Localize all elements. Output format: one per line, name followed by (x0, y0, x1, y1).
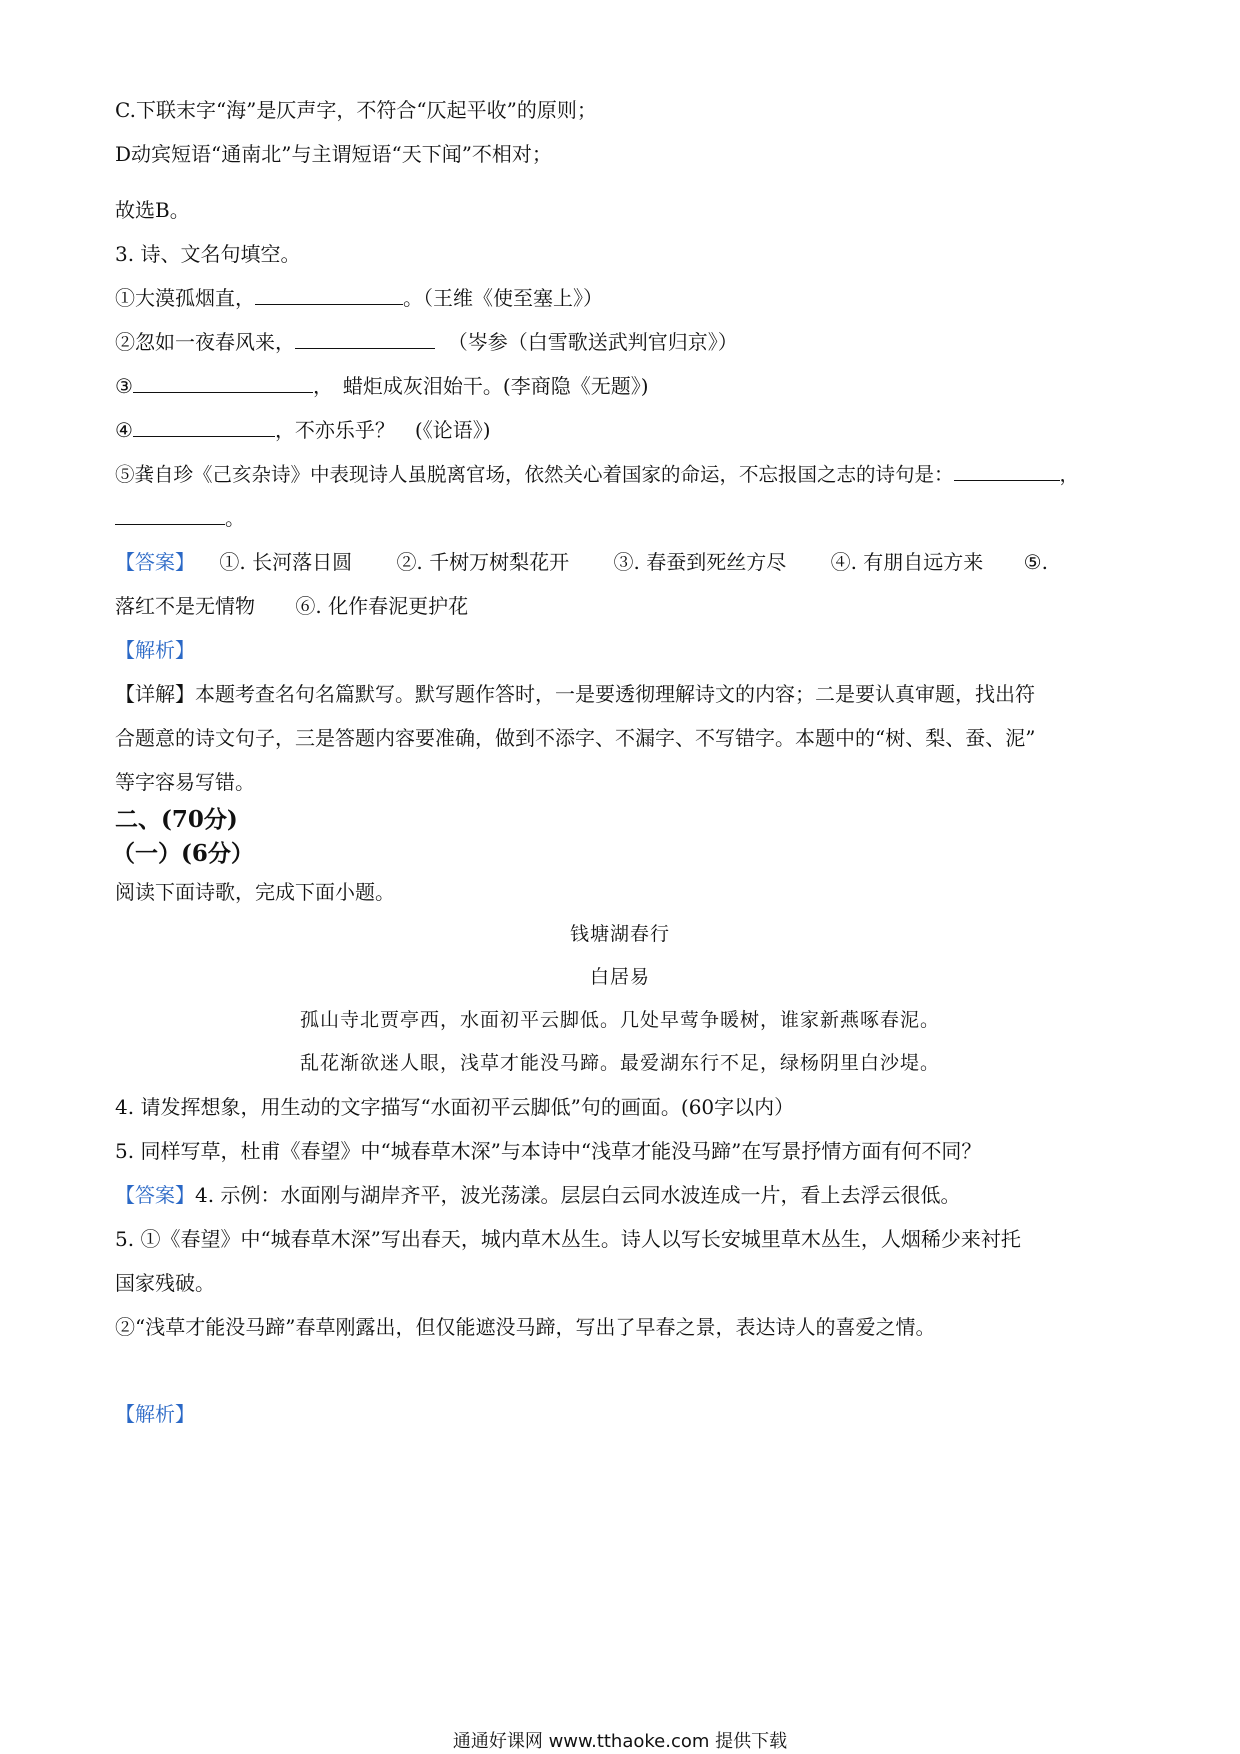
analysis-tag: 【解析】 (115, 638, 195, 662)
section-2-title: 二、(70分) (115, 806, 238, 833)
question-4: 4. 请发挥想象，用生动的文字描写“水面初平云脚低”句的画面。(60字以内） (115, 1095, 795, 1119)
answer-item: ④. 有朋自远方来 (830, 550, 984, 574)
fill-item-4-prefix: ④ (115, 418, 133, 442)
answer-2-line (115, 1181, 960, 1209)
fill-item-3-prefix: ③ (115, 374, 133, 398)
answer-item: ⑤. (1023, 550, 1048, 574)
option-d-line: D动宾短语“通南北”与主谓短语“天下闻”不相对； (115, 142, 552, 166)
poem-author: 白居易 (589, 966, 650, 988)
fill-item-2 (115, 328, 738, 356)
answer-5-line-3: ②“浅草才能没马蹄”春草刚露出，但仅能遮没马蹄，写出了早春之景，表达诗人的喜爱之情。 (115, 1315, 936, 1339)
fill-item-5 (115, 460, 1079, 489)
fill-item-2-source: （岑参（白雪歌送武判官归京》） (447, 330, 738, 354)
option-c-line: C.下联末字“海”是仄声字，不符合“仄起平收”的原则； (115, 98, 597, 122)
answer-5-line-1: 5. ①《春望》中“城春草木深”写出春天，城内草木丛生。诗人以写长安城里草木丛生，人烟稀少来衬托 (115, 1227, 1021, 1251)
fill-item-3 (115, 372, 649, 400)
fill-item-2-prefix: ②忽如一夜春风来， (115, 330, 295, 354)
detail-line-3: 等字容易写错。 (115, 770, 255, 794)
fill-item-4 (115, 416, 491, 444)
answer-item: ②. 千树万树梨花开 (396, 550, 570, 574)
question-3-title: 3. 诗、文名句填空。 (115, 242, 301, 266)
fill-blank (954, 460, 1060, 481)
analysis-tag-2: 【解析】 (115, 1402, 195, 1426)
fill-item-5-prefix: ⑤龚自珍《己亥杂诗》中表现诗人虽脱离官场，依然关心着国家的命运，不忘报国之志的诗句是： (115, 463, 954, 486)
fill-blank (133, 416, 275, 437)
answer-4: 4. 示例：水面刚与湖岸齐平，波光荡漾。层层白云同水波连成一片，看上去浮云很低。 (195, 1183, 961, 1207)
fill-item-5-comma: ， (1059, 463, 1080, 486)
section-2-sub: （一）(6分） (112, 840, 254, 867)
question-5: 5. 同样写草，杜甫《春望》中“城春草木深”与本诗中“浅草才能没马蹄”在写景抒情方面有何不同？ (115, 1139, 982, 1163)
answer-item: 落红不是无情物 (115, 594, 255, 618)
detail-line-2: 合题意的诗文句子，三是答题内容要准确，做到不添字、不漏字、不写错字。本题中的“树、梨、蚕、泥” (115, 726, 1036, 750)
answer-item: ③. 春蚕到死丝方尽 (613, 550, 787, 574)
answer-item: ①. 长河落日圆 (219, 550, 353, 574)
poem-line-2: 乱花渐欲迷人眼，浅草才能没马蹄。最爱湖东行不足，绿杨阴里白沙堤。 (299, 1052, 940, 1074)
answer-tag: 【答案】 (115, 1183, 195, 1207)
answer-1-line (115, 548, 1048, 576)
answer-5-line-2: 国家残破。 (115, 1271, 215, 1295)
poem-line-1: 孤山寺北贾亭西，水面初平云脚低。几处早莺争暖树，谁家新燕啄春泥。 (299, 1009, 940, 1031)
fill-item-3-source: ， 蜡炬成灰泪始干。(李商隐《无题》) (312, 374, 649, 398)
reading-instruction: 阅读下面诗歌，完成下面小题。 (115, 880, 395, 904)
fill-blank (133, 372, 313, 393)
fill-item-1 (115, 284, 603, 312)
answer-item: ⑥. 化作春泥更护花 (295, 594, 469, 618)
fill-item-5-cont (115, 504, 245, 532)
answer-1-line-2 (115, 592, 468, 620)
answer-tag: 【答案】 (115, 550, 195, 574)
fill-blank (255, 284, 403, 305)
choice-conclusion: 故选B。 (115, 198, 190, 222)
fill-blank (115, 504, 225, 525)
fill-item-4-source: ，不亦乐乎？ (《论语》) (274, 418, 491, 442)
fill-item-1-source: 。（王维《使至塞上》） (403, 286, 603, 310)
fill-item-5-end: 。 (225, 506, 245, 530)
poem-title: 钱塘湖春行 (569, 923, 670, 945)
fill-blank (295, 328, 435, 349)
page-footer: 通通好课网 www.tthaoke.com 提供下载 (452, 1731, 788, 1752)
detail-line-1: 【详解】本题考查名句名篇默写。默写题作答时，一是要透彻理解诗文的内容；二是要认真审题，找出符 (115, 682, 1035, 706)
fill-item-1-prefix: ①大漠孤烟直， (115, 286, 255, 310)
